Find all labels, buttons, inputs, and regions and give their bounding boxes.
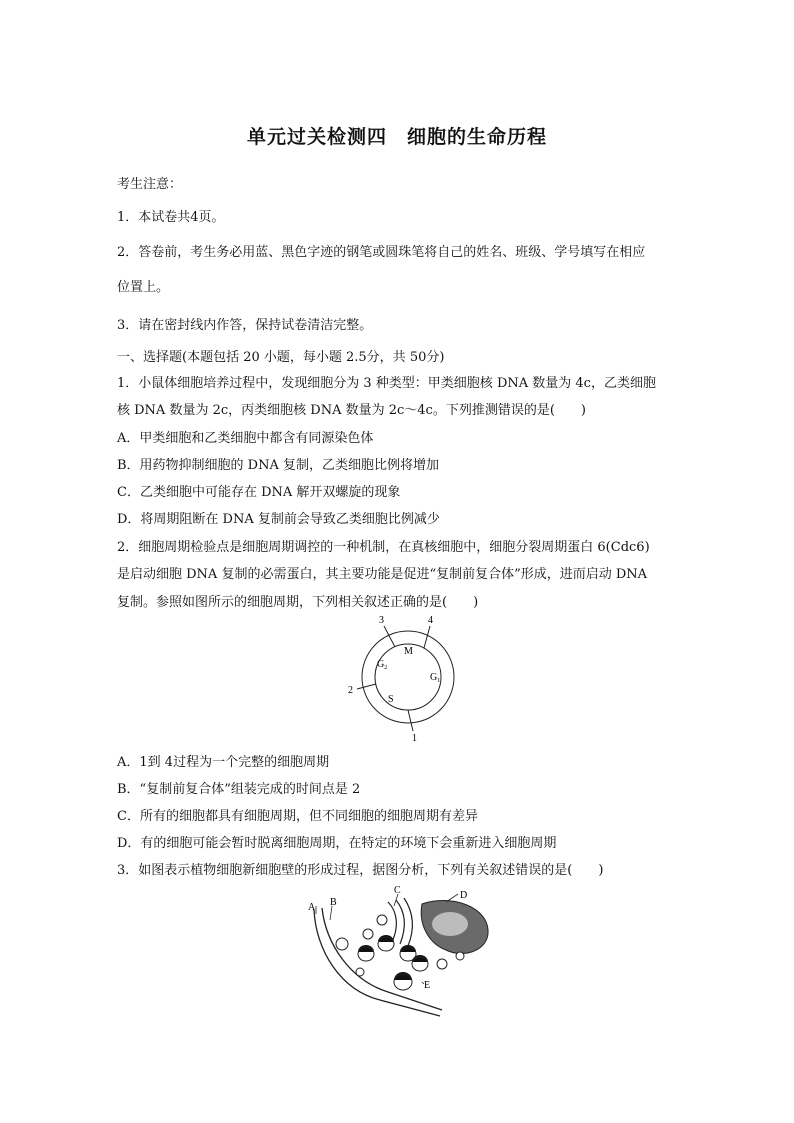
q3-stem: 3．如图表示植物细胞新细胞壁的形成过程，据图分析，下列有关叙述错误的是( ) — [117, 863, 604, 878]
figure-label-b: B — [330, 897, 337, 908]
point-label-1: 1 — [412, 733, 417, 744]
figure-label-c: C — [394, 885, 401, 896]
notice-heading: 考生注意： — [117, 177, 183, 192]
vesicle — [336, 938, 348, 950]
vesicle — [363, 929, 373, 939]
notice-item-3: 3．请在密封线内作答，保持试卷清洁完整。 — [117, 318, 373, 333]
figure-label-a: A — [308, 902, 316, 913]
q2-option-b: B．“复制前复合体”组装完成的时间点是 2 — [117, 782, 361, 797]
point-label-4: 4 — [428, 615, 433, 626]
vesicle — [377, 915, 387, 925]
label-b-line — [330, 906, 332, 920]
notice-item-2: 2．答卷前，考生务必用蓝、黑色字迹的钢笔或圆珠笔将自己的姓名、班级、学号填写在相应 — [117, 245, 646, 260]
q2-stem-line3: 复制。参照如图所示的细胞周期，下列相关叙述正确的是( ) — [117, 595, 479, 610]
q2-stem-line2: 是启动细胞 DNA 复制的必需蛋白，其主要功能是促进“复制前复合体”形成，进而启动 DNA — [117, 567, 648, 582]
phase-label-g1: $G_1$ — [430, 672, 441, 684]
figure-label-e: E — [424, 980, 431, 991]
q2-option-a: A．1到 4过程为一个完整的细胞周期 — [117, 755, 330, 770]
q1-option-d: D．将周期阻断在 DNA 复制前会导致乙类细胞比例减少 — [117, 512, 440, 527]
q2-stem-line1: 2．细胞周期检验点是细胞周期调控的一种机制，在真核细胞中，细胞分裂周期蛋白 6(Cdc6) — [117, 540, 650, 555]
q1-option-b: B．用药物抑制细胞的 DNA 复制，乙类细胞比例将增加 — [117, 458, 440, 473]
figure-label-d: D — [460, 890, 468, 901]
point-label-2: 2 — [348, 685, 353, 696]
notice-item-1: 1．本试卷共4页。 — [117, 210, 225, 225]
cycle-outer-ring — [362, 631, 454, 723]
cell-wall-outer — [314, 910, 440, 1016]
notice-item-2-cont: 位置上。 — [117, 280, 170, 295]
q1-stem-line2: 核 DNA 数量为 2c，丙类细胞核 DNA 数量为 2c～4c。下列推测错误的是( ) — [117, 403, 586, 418]
vesicle — [456, 952, 464, 960]
q2-option-c: C．所有的细胞都具有细胞周期，但不同细胞的细胞周期有差异 — [117, 809, 478, 824]
cell-cycle-figure — [340, 612, 460, 744]
q1-stem-line1: 1．小鼠体细胞培养过程中，发现细胞分为 3 种类型：甲类细胞核 DNA 数量为 4c，乙类细胞 — [117, 376, 656, 391]
point-2-line — [357, 684, 376, 689]
q2-option-d: D．有的细胞可能会暂时脱离细胞周期，在特定的环境下会重新进入细胞周期 — [117, 836, 557, 851]
vesicle — [356, 968, 364, 976]
vesicle — [437, 959, 447, 969]
phase-label-g2: $G_2$ — [377, 659, 388, 671]
cell-wall-figure — [300, 880, 500, 1020]
q1-option-a: A．甲类细胞和乙类细胞中都含有同源染色体 — [117, 431, 374, 446]
phase-label-s: S — [388, 694, 394, 705]
point-1-line — [408, 710, 413, 731]
point-label-3: 3 — [379, 615, 384, 626]
section-heading: 一、选择题(本题包括 20 小题，每小题 2.5分，共 50分) — [117, 350, 445, 365]
point-4-line — [424, 626, 430, 648]
lighter-region — [432, 912, 468, 936]
q1-option-c: C．乙类细胞中可能存在 DNA 解开双螺旋的现象 — [117, 485, 401, 500]
phase-label-m: M — [404, 646, 413, 657]
page-title: 单元过关检测四 细胞的生命历程 — [246, 126, 547, 148]
